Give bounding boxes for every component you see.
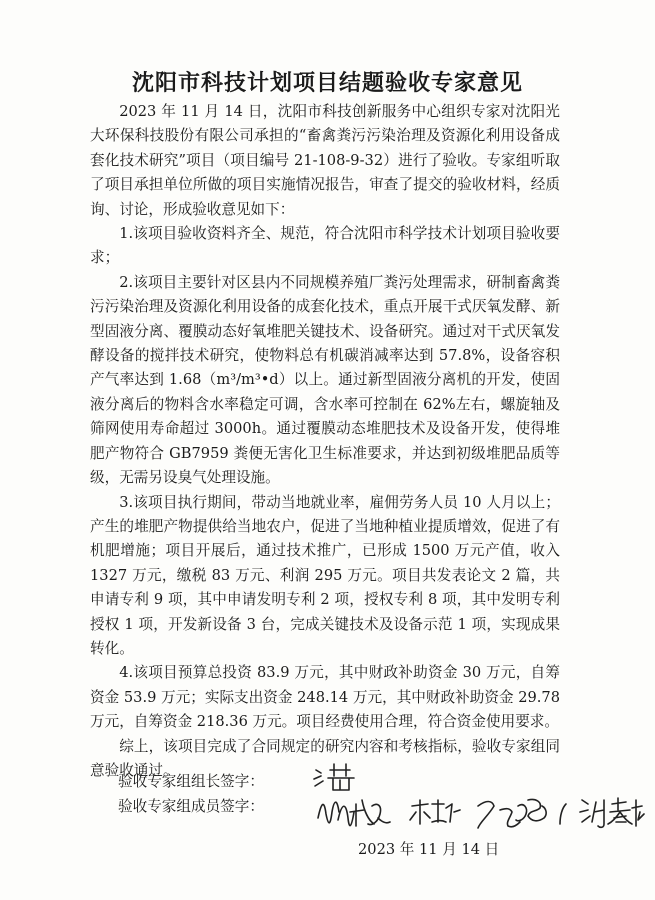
- member-signature-mark-4: [580, 798, 644, 827]
- leader-signature-label: 验收专家组组长签字：: [118, 773, 264, 790]
- paragraph-item-1: 1.该项目验收资料齐全、规范，符合沈阳市科学技术计划项目验收要求；: [90, 225, 560, 267]
- member-signature-mark-2: [410, 800, 460, 824]
- paragraph-item-2: 2.该项目主要针对区县内不同规模养殖厂粪污处理需求，研制畜禽粪污污染治理及资源化利用设备的成套化技术，重点开展干式厌氧发酵、新型固液分离、覆膜动态好氧堆肥关键技术、设备研究。通过对干式厌氧发酵设备的搅拌技术研究，使物料总有机碳消减率达到 57.8%，设备容积产气率达到 1.68（m³/m³•d）以上。通过新型固液分离机的开发，使固液分离后的物料含水率稳定可调，含水率可控制在 62%左右，螺旋轴及筛网使用寿命超过 3000h。通过覆膜动态堆肥技术及设备开发，使得堆肥产物符合 GB7959 粪便无害化卫生标准要求，并达到初级堆肥品质等级，无需另设臭气处理设施。: [90, 273, 560, 487]
- paragraph-item-3: 3.该项目执行期间，带动当地就业率，雇佣劳务人员 10 人月以上；产生的堆肥产物提供给当地农户，促进了当地种植业提质增效，促进了有机肥增施；项目开展后，通过技术推广，已形成 1500 万元产值，收入 1327 万元，缴税 83 万元、利润 295 万元。项目共发表论文 2 篇，共申请专利 9 项，其中申请发明专利 2 项，授权专利 8 项，其中发明专利授权 1 项，开发新设备 3 台，完成关键技术及设备示范 1 项，实现成果转化。: [90, 493, 560, 657]
- member-signature-mark-3: [478, 799, 566, 828]
- document-date: 2023 年 11 月 14 日: [358, 841, 500, 858]
- members-signature-label: 验收专家组成员签字：: [118, 798, 264, 815]
- paragraph-item-4: 4.该项目预算总投资 83.9 万元，其中财政补助资金 30 万元，自筹资金 53.9 万元；实际支出资金 248.14 万元，其中财政补助资金 29.78 万元，自筹资金 218.36 万元。项目经费使用合理，符合资金使用要求。: [90, 664, 560, 731]
- member-signature-mark-1: [318, 800, 390, 826]
- paragraph-conclusion: 综上，该项目完成了合同规定的研究内容和考核指标，验收专家组同意验收通过。: [90, 737, 560, 779]
- document-title: 沈阳市科技计划项目结题验收专家意见: [131, 71, 523, 96]
- paragraph-intro: 2023 年 11 月 14 日，沈阳市科技创新服务中心组织专家对沈阳光大环保科技股份有限公司承担的“畜禽粪污污染治理及资源化利用设备成套化技术研究”项目（项目编号 21-108-9-32）进行了验收。专家组听取了项目承担单位所做的项目实施情况报告，审查了提交的验收材料，经质询、讨论，形成验收意见如下：: [90, 103, 560, 218]
- document-body: [90, 100, 560, 783]
